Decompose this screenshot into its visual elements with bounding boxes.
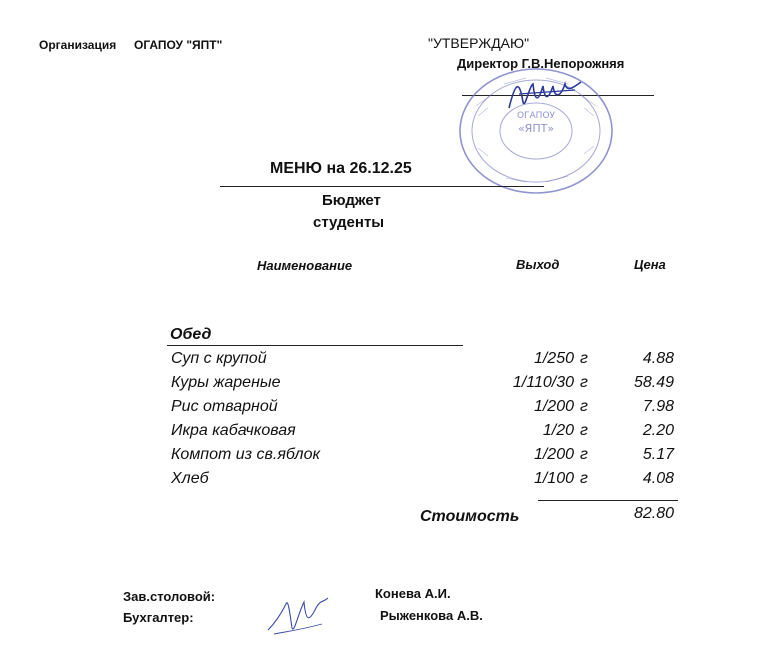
- approve-heading: "УТВЕРЖДАЮ": [428, 35, 530, 51]
- item-price: 2.20: [642, 422, 674, 439]
- item-unit: г: [580, 446, 588, 463]
- item-yield: 1/250: [533, 350, 574, 367]
- item-unit: г: [580, 470, 588, 487]
- item-price: 4.88: [642, 350, 674, 367]
- accountant-signature: [264, 594, 332, 640]
- accountant-label: Бухгалтер:: [123, 610, 194, 625]
- svg-text:«ЯПТ»: «ЯПТ»: [517, 122, 555, 135]
- item-price: 7.98: [642, 398, 674, 415]
- organization-label: Организация: [39, 38, 117, 52]
- item-unit: г: [580, 398, 588, 415]
- item-name: Рис отварной: [171, 398, 278, 415]
- item-price: 5.17: [642, 446, 674, 463]
- menu-title: МЕНЮ на 26.12.25: [270, 160, 412, 177]
- svg-text:ОГАПОУ: ОГАПОУ: [516, 111, 556, 121]
- item-name: Хлеб: [171, 470, 209, 487]
- canteen-manager-name: Конева А.И.: [375, 586, 451, 601]
- organization-name: ОГАПОУ "ЯПТ": [134, 38, 223, 52]
- item-unit: г: [580, 422, 588, 439]
- column-header-name: Наименование: [257, 258, 353, 273]
- column-header-price: Цена: [634, 257, 666, 272]
- section-title: Обед: [170, 326, 212, 343]
- budget-label: Бюджет: [322, 192, 381, 209]
- item-price: 58.49: [633, 374, 674, 391]
- canteen-manager-label: Зав.столовой:: [123, 589, 216, 604]
- total-value: 82.80: [633, 505, 674, 522]
- item-unit: г: [580, 350, 588, 367]
- director-name: Директор Г.В.Непорожняя: [457, 56, 625, 71]
- title-underline: [220, 186, 544, 187]
- accountant-name: Рыженкова А.В.: [380, 608, 483, 623]
- item-yield: 1/200: [533, 446, 574, 463]
- section-underline: [167, 345, 463, 346]
- item-name: Куры жареные: [171, 374, 281, 391]
- item-yield: 1/200: [533, 398, 574, 415]
- item-unit: г: [580, 374, 588, 391]
- item-name: Икра кабачковая: [171, 422, 296, 439]
- item-price: 4.08: [642, 470, 674, 487]
- audience-label: студенты: [313, 214, 385, 231]
- item-yield: 1/20: [542, 422, 574, 439]
- total-rule: [538, 500, 678, 501]
- item-name: Суп с крупой: [171, 350, 267, 367]
- director-signature: [505, 74, 585, 114]
- item-yield: 1/110/30: [512, 374, 574, 391]
- total-label: Стоимость: [420, 508, 520, 525]
- column-header-yield: Выход: [516, 257, 560, 272]
- item-yield: 1/100: [533, 470, 574, 487]
- item-name: Компот из св.яблок: [171, 446, 321, 463]
